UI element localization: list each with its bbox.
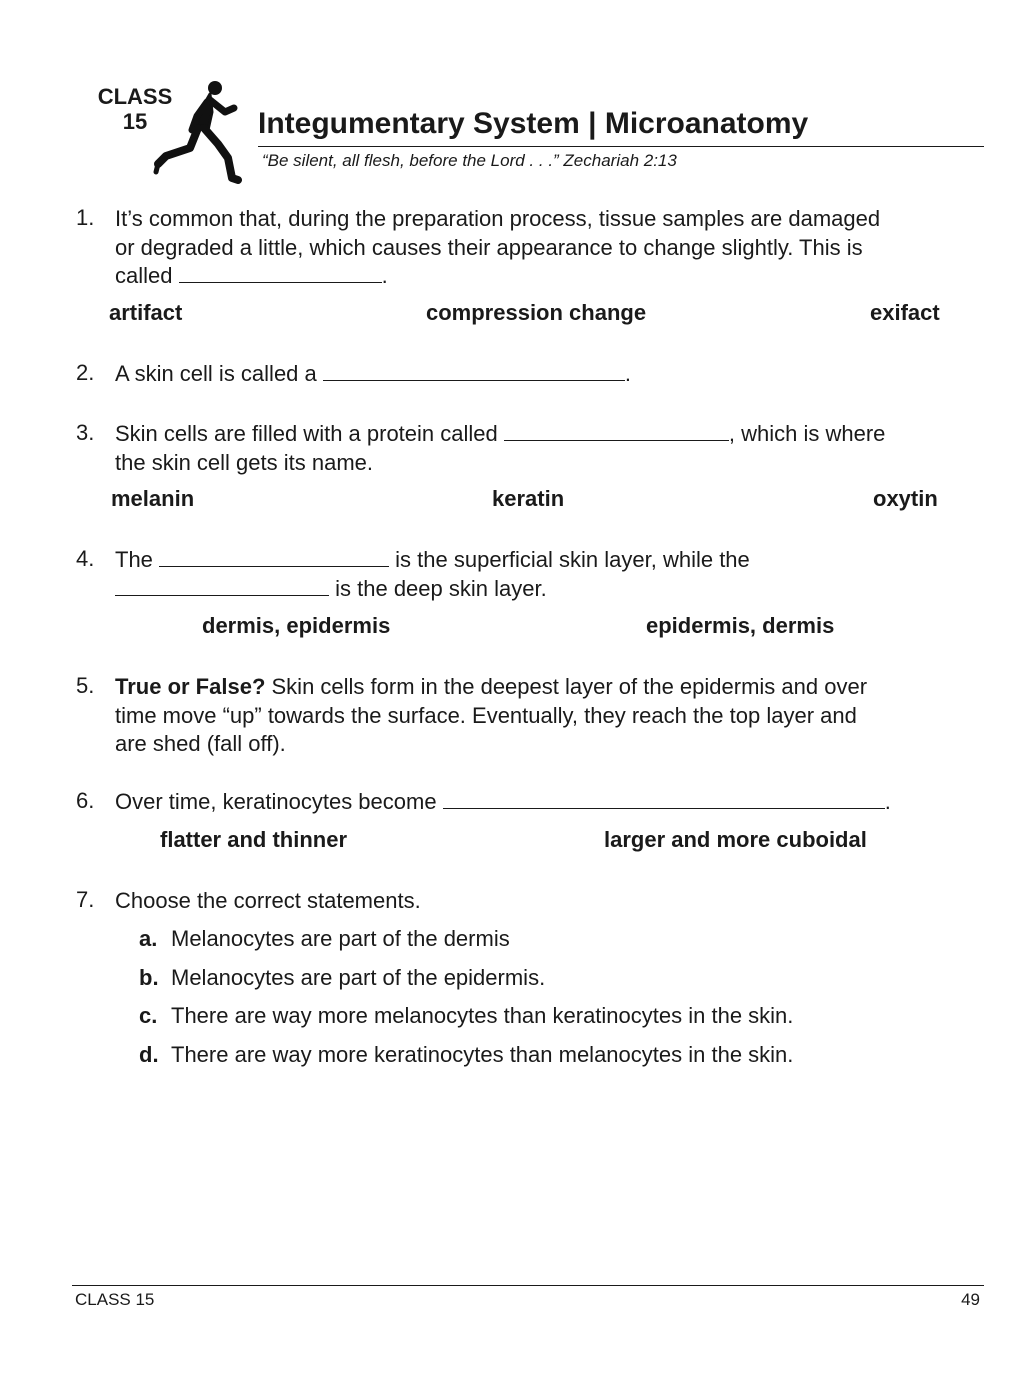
question-6-period: . [884,789,891,814]
option-artifact[interactable]: artifact [109,300,183,325]
answer-blank[interactable] [504,422,729,441]
answer-blank[interactable] [115,577,329,596]
question-4-start: The [115,547,153,572]
question-number: 7. [76,887,95,912]
subitem-b-text[interactable]: Melanocytes are part of the epidermis. [171,965,546,990]
question-number: 6. [76,788,95,813]
option-flatter-and-thinner[interactable]: flatter and thinner [160,827,348,852]
question-3-line-2: the skin cell gets its name. [115,449,374,475]
option-larger-and-more-cuboidal[interactable]: larger and more cuboidal [604,827,867,852]
subitem-letter: c. [139,1003,158,1028]
option-keratin[interactable]: keratin [492,486,565,511]
option-melanin[interactable]: melanin [111,486,195,511]
question-1-line-3-text: called [115,263,173,288]
question-1-text [115,205,880,291]
title-rule [258,146,984,147]
question-6-stem: Over time, keratinocytes become [115,789,437,814]
footer-rule [72,1285,984,1286]
question-1-line-2: or degraded a little, which causes their appearance to change slightly. This is [115,234,863,260]
question-2-period: . [624,361,632,386]
answer-blank[interactable] [323,362,625,381]
option-exifact[interactable]: exifact [870,300,940,325]
question-3-text [115,420,885,477]
question-number: 3. [76,420,95,445]
question-number: 5. [76,673,95,698]
subitem-d-text[interactable]: There are way more keratinocytes than melanocytes in the skin. [171,1042,794,1067]
question-5-line-1 [115,673,867,702]
question-3-line-1 [115,420,885,449]
question-4-line-1 [115,546,750,575]
question-number: 4. [76,546,95,571]
subitem-c-text[interactable]: There are way more melanocytes than keratinocytes in the skin. [171,1003,794,1028]
question-4-end: is the deep skin layer. [335,575,547,601]
question-number: 2. [76,360,95,385]
footer-class-label: CLASS 15 [75,1290,155,1309]
subitem-a-text[interactable]: Melanocytes are part of the dermis [171,926,510,951]
option-compression-change[interactable]: compression change [426,300,647,325]
verse: “Be silent, all flesh, before the Lord . . .” Zechariah 2:13 [262,151,677,170]
option-oxytin[interactable]: oxytin [873,486,938,511]
question-5-line-2: time move “up” towards the surface. Eventually, they reach the top layer and [115,702,857,728]
question-4-line-2 [115,575,750,604]
subitem-letter: d. [139,1042,159,1067]
true-or-false-label: True or False? [115,674,266,699]
question-5-text [115,673,867,759]
question-3-stem-end: , which is where [728,421,886,446]
class-number: 15 [122,109,148,134]
option-epidermis-dermis[interactable]: epidermis, dermis [646,613,835,638]
question-4-mid: is the superficial skin layer, while the [395,547,750,572]
option-dermis-epidermis[interactable]: dermis, epidermis [202,613,391,638]
question-5-line-1-text: Skin cells form in the deepest layer of the epidermis and over [265,674,868,699]
question-1-line-3 [115,262,880,291]
answer-blank[interactable] [159,548,389,567]
runner-icon [152,78,250,184]
question-2-text [115,360,631,389]
subitem-letter: a. [139,926,158,951]
answer-blank[interactable] [179,264,382,283]
answer-blank[interactable] [443,790,885,809]
question-1-line-1: It’s common that, during the preparation process, tissue samples are damaged [115,206,881,231]
question-5-line-3: are shed (fall off). [115,731,286,756]
question-4-text [115,546,750,603]
question-6-text [115,788,891,817]
question-1-period: . [381,263,388,288]
question-2-stem: A skin cell is called a [115,361,317,386]
page-number: 49 [961,1290,980,1309]
page-title: Integumentary System | Microanatomy [258,107,809,140]
question-7-text: Choose the correct statements. [115,888,421,913]
question-number: 1. [76,205,95,230]
question-3-stem: Skin cells are filled with a protein called [115,421,498,446]
class-word: CLASS [97,84,173,109]
subitem-letter: b. [139,965,159,990]
